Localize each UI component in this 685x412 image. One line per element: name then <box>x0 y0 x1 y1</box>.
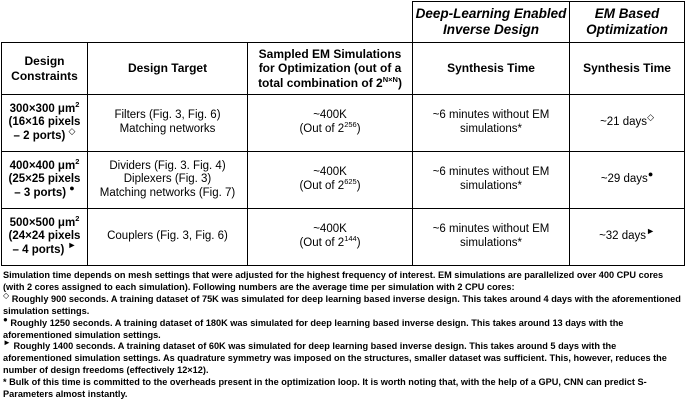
dot-symbol-icon: ● <box>647 169 654 180</box>
dl-time-cell: ~6 minutes without EM simulations* <box>413 209 570 266</box>
sim-exponent: 256 <box>344 120 357 130</box>
target-line: Filters (Fig. 3, Fig. 6) <box>114 109 221 122</box>
sampled-sim-cell <box>248 152 413 209</box>
header-synthesis-time-dl: Synthesis Time <box>413 43 570 95</box>
sim-out-of-text: (Out of 2 <box>299 123 345 135</box>
blank-header-cell <box>2 2 413 43</box>
footnote-item <box>3 338 681 377</box>
constraint-detail: (16×16 pixels – 2 ports) <box>8 116 81 142</box>
sim-out-of-text: (Out of 2 <box>299 237 345 249</box>
dl-time-cell: ~6 minutes without EM simulations* <box>413 152 570 209</box>
footnote-item <box>3 290 681 318</box>
sim-close: ) <box>356 123 361 135</box>
arrow-symbol-icon: ► <box>3 338 11 348</box>
table-row <box>2 209 685 266</box>
footnote-text: Roughly 1400 seconds. A training dataset of 60K was simulated for deep learning based inverse design. This takes around 5 days with the aforementioned simulation settings. As quadrature symmetry was imposed on the structures, smaller dataset was sufficient. This, however, reduces the number of design freedoms (effectively 12×12). <box>3 341 667 376</box>
sim-count: ~400K <box>313 109 347 122</box>
constraint-sup: 2 <box>75 99 80 109</box>
design-target-cell <box>88 152 248 209</box>
diamond-symbol-icon: ◇ <box>3 290 10 300</box>
sim-exponent: 144 <box>344 234 357 244</box>
diamond-symbol-icon: ◇ <box>647 112 654 123</box>
target-line: Diplexers (Fig. 3) <box>123 173 212 186</box>
header-em-based: EM Based Optimization <box>570 2 685 43</box>
header-design-constraints: Design Constraints <box>2 43 88 95</box>
constraint-detail: (25×25 pixels – 3 ports) <box>8 173 81 199</box>
table-row <box>2 95 685 152</box>
column-header-row <box>2 43 685 95</box>
constraint-size: 500×500 μm <box>9 216 76 229</box>
header-synthesis-time-em: Synthesis Time <box>570 43 685 95</box>
header-sampled-em-text: Sampled EM Simulations for Optimization (out of a total combination of 2 <box>258 47 402 90</box>
sim-exponent: 625 <box>344 177 357 187</box>
sim-out-of <box>250 120 410 137</box>
table-row <box>2 152 685 209</box>
arrow-symbol-icon: ► <box>67 239 77 250</box>
top-header-row <box>2 2 685 43</box>
design-target-cell <box>88 209 248 266</box>
footnote-text: Roughly 1250 seconds. A training dataset of 180K was simulated for deep learning based inverse design. This takes around 13 days with the aforementioned simulation settings. <box>3 317 624 340</box>
constraint-sup: 2 <box>75 213 80 223</box>
footnote-item <box>3 377 681 401</box>
em-time: ~32 days <box>599 230 647 243</box>
sampled-sim-cell <box>248 209 413 266</box>
design-constraint-cell <box>2 95 88 152</box>
sim-close: ) <box>356 180 361 192</box>
design-constraint-cell <box>2 209 88 266</box>
arrow-symbol-icon: ► <box>646 226 655 237</box>
target-line: Couplers (Fig. 3, Fig. 6) <box>107 230 228 243</box>
footnotes <box>3 270 681 401</box>
constraint-sup: 2 <box>75 156 80 166</box>
sim-close: ) <box>356 237 361 249</box>
constraint-size: 400×400 μm <box>9 159 76 172</box>
em-time: ~21 days <box>600 116 648 129</box>
dot-symbol-icon: ● <box>69 182 75 193</box>
constraint-detail: (24×24 pixels – 4 ports) <box>8 230 81 256</box>
header-design-target: Design Target <box>88 43 248 95</box>
footnote-text: Bulk of this time is committed to the overheads present in the optimization loop. It is worth noting that, with the help of a GPU, CNN can predict S-Parameters almost instantly. <box>3 377 647 400</box>
sim-out-of-text: (Out of 2 <box>299 180 345 192</box>
em-time: ~29 days <box>600 173 648 186</box>
em-time-cell <box>570 209 685 266</box>
header-sampled-em-close: ) <box>397 75 402 90</box>
footnote-intro: Simulation time depends on mesh settings that were adjusted for the highest frequency of interest. EM simulations are parallelized over 400 CPU cores (with 2 cores assigned to each simulation). Following numbers are the average time per simulation with 2 CPU cores: <box>3 270 664 292</box>
footnote-text: Roughly 900 seconds. A training dataset of 75K was simulated for deep learning based inverse design. This takes around 4 days with the aforementioned simulation settings. <box>3 293 681 316</box>
sampled-sim-cell <box>248 95 413 152</box>
target-line: Dividers (Fig. 3. Fig. 4) <box>109 159 226 172</box>
design-target-cell <box>88 95 248 152</box>
comparison-table <box>1 1 685 266</box>
em-time-cell <box>570 95 685 152</box>
diamond-symbol-icon: ◇ <box>68 125 76 136</box>
target-line: Matching networks (Fig. 7) <box>99 186 236 199</box>
sim-out-of <box>250 234 410 251</box>
design-constraint-cell <box>2 152 88 209</box>
target-line: Matching networks <box>119 123 216 135</box>
dot-symbol-icon: ● <box>3 314 8 324</box>
header-inverse-design: Deep-Learning Enabled Inverse Design <box>413 2 570 43</box>
sim-count: ~400K <box>313 166 347 179</box>
header-sampled-em-exp: N×N <box>382 74 398 84</box>
asterisk-symbol: * <box>3 377 7 388</box>
em-time-cell <box>570 152 685 209</box>
dl-time-cell: ~6 minutes without EM simulations* <box>413 95 570 152</box>
footnote-item <box>3 314 681 342</box>
constraint-size: 300×300 μm <box>9 102 76 115</box>
sim-out-of <box>250 177 410 194</box>
sim-count: ~400K <box>313 223 347 236</box>
header-sampled-em <box>248 43 413 95</box>
